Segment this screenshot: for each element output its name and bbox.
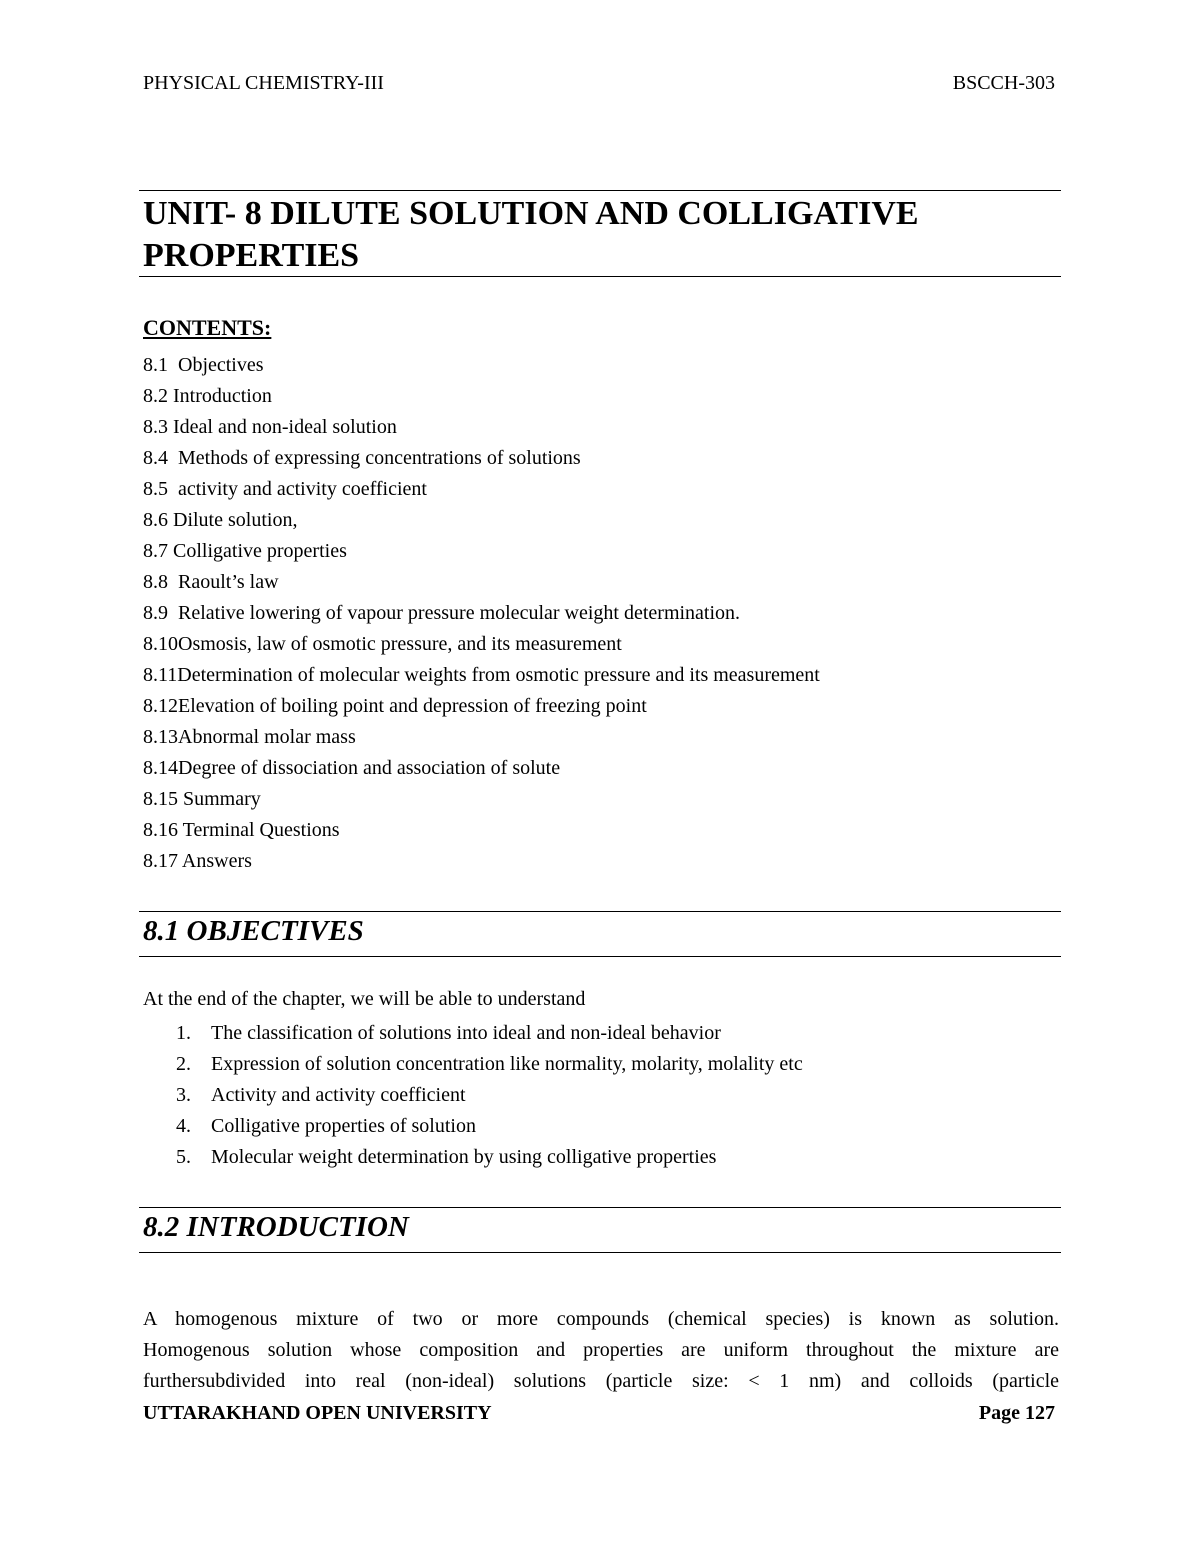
footer-university: UTTARAKHAND OPEN UNIVERSITY: [143, 1402, 492, 1424]
objectives-list: [176, 1018, 803, 1173]
objective-item: [176, 1049, 803, 1080]
objective-text: Activity and activity coefficient: [211, 1084, 466, 1106]
unit-title-line-2: PROPERTIES: [143, 237, 360, 274]
contents-list: [143, 350, 820, 877]
title-bottom-rule: [139, 276, 1061, 277]
toc-item: 8.1 Objectives: [143, 354, 264, 376]
toc-item: 8.15 Summary: [143, 788, 261, 810]
objective-number: 3.: [176, 1084, 191, 1106]
objectives-top-rule: [139, 911, 1061, 912]
page-footer: [143, 1402, 1055, 1425]
objectives-bottom-rule: [139, 956, 1061, 957]
toc-item: 8.7 Colligative properties: [143, 540, 347, 562]
introduction-bottom-rule: [139, 1252, 1061, 1253]
page-header: [143, 72, 1055, 95]
introduction-heading: 8.2 INTRODUCTION: [143, 1211, 409, 1243]
paragraph-line: Homogenous solution whose composition and properties are uniform throughout the mixture are: [143, 1339, 1059, 1361]
toc-item: 8.14Degree of dissociation and association of solute: [143, 757, 561, 779]
objective-number: 2.: [176, 1053, 191, 1075]
objective-item: [176, 1080, 803, 1111]
toc-item: 8.16 Terminal Questions: [143, 819, 340, 841]
objectives-heading: 8.1 OBJECTIVES: [143, 915, 364, 947]
objective-number: 1.: [176, 1022, 191, 1044]
introduction-top-rule: [139, 1207, 1061, 1208]
toc-item: 8.9 Relative lowering of vapour pressure molecular weight determination.: [143, 602, 741, 624]
objective-item: [176, 1018, 803, 1049]
toc-item: 8.10Osmosis, law of osmotic pressure, and its measurement: [143, 633, 622, 655]
toc-item: 8.4 Methods of expressing concentrations of solutions: [143, 447, 581, 469]
footer-page-number: Page 127: [978, 1402, 1055, 1424]
objective-number: 5.: [176, 1146, 191, 1168]
unit-title: [143, 193, 1058, 277]
objective-item: [176, 1142, 803, 1173]
toc-item: 8.8 Raoult’s law: [143, 571, 279, 593]
toc-item: 8.13Abnormal molar mass: [143, 726, 356, 748]
objective-text: Expression of solution concentration like normality, molarity, molality etc: [211, 1053, 803, 1075]
toc-item: 8.5 activity and activity coefficient: [143, 478, 427, 500]
toc-item: 8.11Determination of molecular weights from osmotic pressure and its measurement: [143, 664, 820, 686]
contents-heading: CONTENTS:: [143, 315, 272, 340]
objective-text: Molecular weight determination by using colligative properties: [211, 1146, 717, 1168]
toc-item: 8.3 Ideal and non-ideal solution: [143, 416, 397, 438]
header-course-title: PHYSICAL CHEMISTRY-III: [143, 72, 384, 94]
toc-item: 8.2 Introduction: [143, 385, 272, 407]
unit-title-line-1: UNIT- 8 DILUTE SOLUTION AND COLLIGATIVE: [143, 195, 919, 232]
objectives-intro: At the end of the chapter, we will be able to understand: [143, 988, 586, 1010]
toc-item: 8.12Elevation of boiling point and depression of freezing point: [143, 695, 647, 717]
paragraph-line: A homogenous mixture of two or more compounds (chemical species) is known as solution.: [143, 1308, 1059, 1330]
objective-item: [176, 1111, 803, 1142]
introduction-paragraph: [143, 1304, 1059, 1397]
objective-text: Colligative properties of solution: [211, 1115, 476, 1137]
objective-text: The classification of solutions into ideal and non-ideal behavior: [211, 1022, 721, 1044]
toc-item: 8.17 Answers: [143, 850, 252, 872]
title-top-rule: [139, 190, 1061, 191]
toc-item: 8.6 Dilute solution,: [143, 509, 298, 531]
objective-number: 4.: [176, 1115, 191, 1137]
header-course-code: BSCCH-303: [952, 72, 1055, 94]
paragraph-line: furthersubdivided into real (non-ideal) solutions (particle size: < 1 nm) and colloids (particle: [143, 1370, 1059, 1392]
